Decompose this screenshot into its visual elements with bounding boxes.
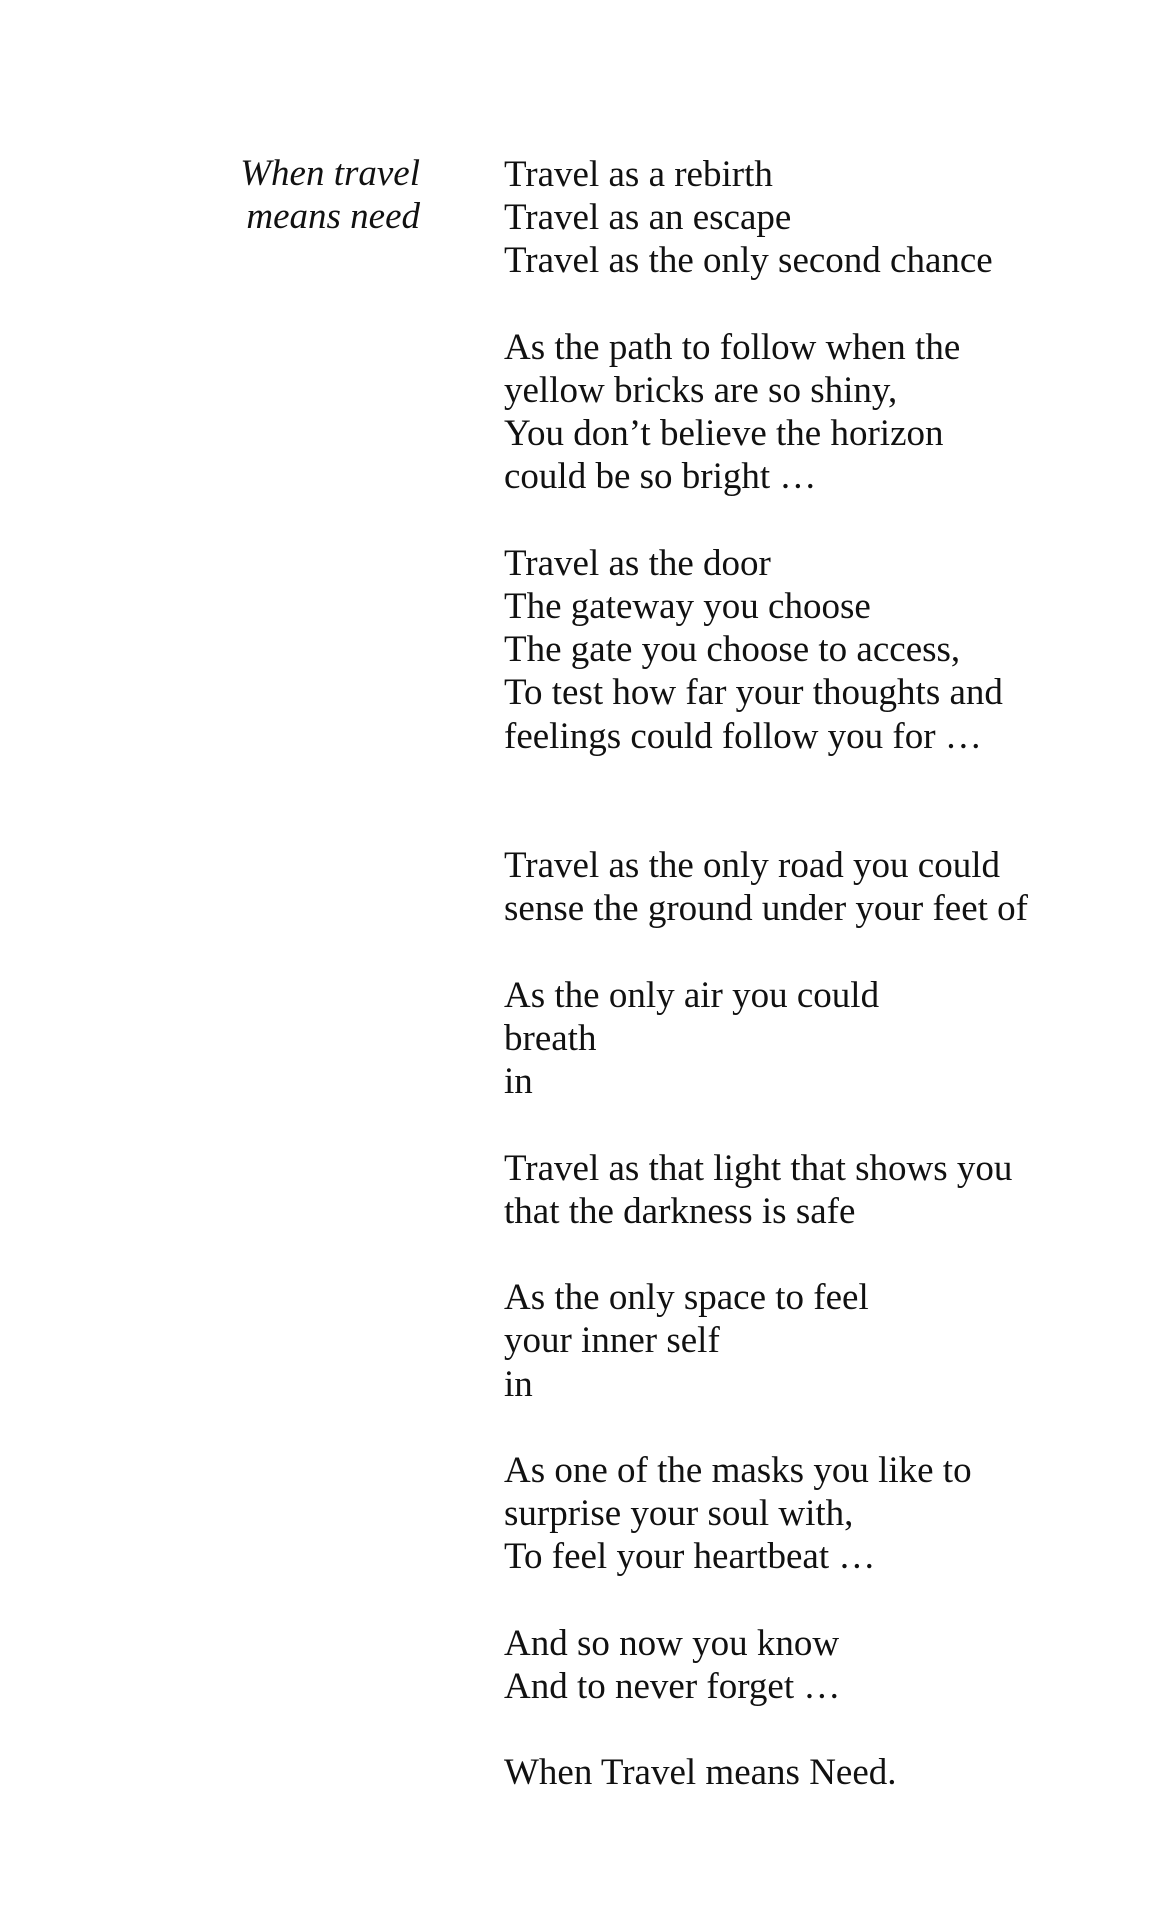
stanza (504, 1449, 1124, 1579)
poem-line: could be so bright … (504, 456, 817, 498)
poem-line: Travel as the only road you could (504, 845, 1000, 887)
stanza (504, 326, 1124, 499)
poem-line: Travel as a rebirth (504, 154, 773, 195)
poem-line: that the darkness is safe (504, 1190, 856, 1232)
stanza (504, 1276, 1124, 1406)
poem-title-line: When travel (240, 153, 420, 194)
stanza (504, 542, 1124, 758)
stanza (504, 1147, 1124, 1233)
poem-line: And so now you know (504, 1622, 840, 1664)
poem-line: As one of the masks you like to (504, 1449, 972, 1491)
poem-line: yellow bricks are so shiny, (504, 370, 898, 411)
poem-body (504, 153, 1124, 1795)
poem-title-line: means need (246, 196, 420, 237)
poem-line: As the path to follow when the (504, 326, 961, 368)
stanza (504, 1751, 1124, 1794)
poem-line: surprise your soul with, (504, 1493, 854, 1535)
stanza (504, 1622, 1124, 1708)
poem-line: To test how far your thoughts and (504, 672, 1003, 714)
poem-line: breath (504, 1018, 597, 1059)
poem-line: And to never forget … (504, 1665, 841, 1707)
poem-line: feelings could follow you for … (504, 715, 982, 757)
poem-line: The gateway you choose (504, 586, 871, 627)
stanza (504, 974, 1124, 1104)
poem-line: As the only air you could (504, 974, 880, 1016)
stanza (504, 153, 1124, 283)
poem-line: in (504, 1363, 533, 1405)
stanza (504, 844, 1124, 930)
poem-line: Travel as the door (504, 542, 771, 584)
poem-line: Travel as an escape (504, 197, 792, 239)
poem-line: Travel as that light that shows you (504, 1147, 1013, 1189)
poem-line: your inner self (504, 1320, 720, 1362)
poem-line: To feel your heartbeat … (504, 1536, 876, 1578)
poem-line: You don’t believe the horizon (504, 413, 944, 455)
poem-line: As the only space to feel (504, 1277, 869, 1319)
poem-line: When Travel means Need. (504, 1752, 897, 1794)
poem-line: Travel as the only second chance (504, 240, 993, 282)
poem-line: sense the ground under your feet of (504, 888, 1028, 930)
poem-line: in (504, 1061, 533, 1103)
poem-line: The gate you choose to access, (504, 629, 961, 671)
poem-title (150, 152, 420, 238)
